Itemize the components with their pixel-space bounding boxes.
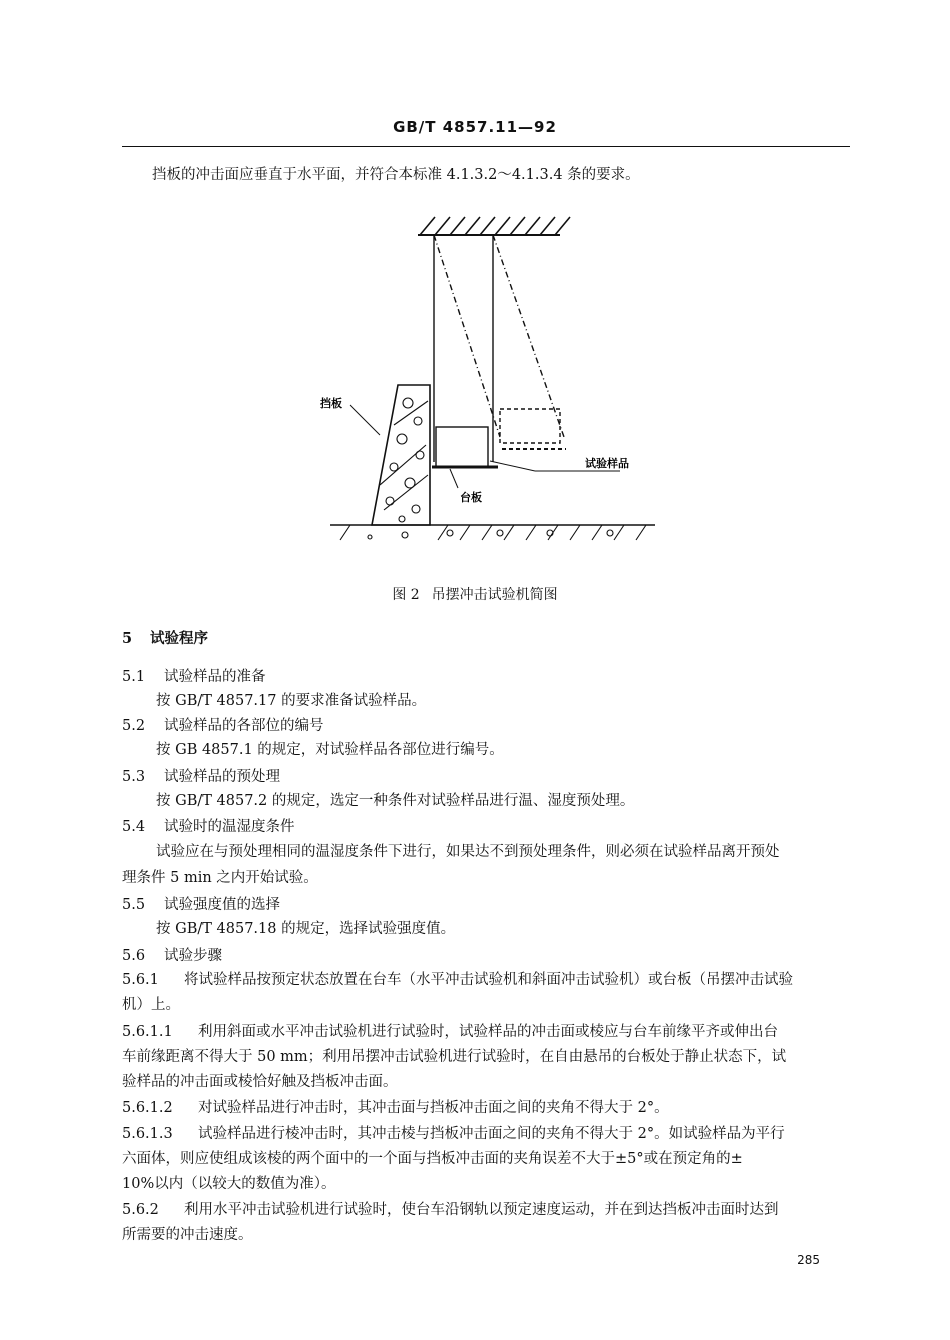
section-5-number: 5 bbox=[122, 630, 133, 647]
s5-6-2-line1 bbox=[122, 1198, 779, 1219]
s5-2-title: 试验样品的各部位的编号 bbox=[164, 718, 324, 734]
s5-5-heading bbox=[122, 893, 280, 914]
ground-hatching bbox=[340, 525, 646, 540]
s5-6-1-2-line1 bbox=[122, 1096, 669, 1117]
s5-6-2-number: 5.6.2 bbox=[122, 1202, 159, 1218]
s5-1-heading bbox=[122, 665, 266, 686]
s5-2-number: 5.2 bbox=[122, 718, 146, 734]
s5-5-title: 试验强度值的选择 bbox=[164, 897, 280, 913]
s5-6-1-number: 5.6.1 bbox=[122, 972, 159, 988]
s5-6-1-1-number: 5.6.1.1 bbox=[122, 1024, 173, 1040]
s5-6-1-3-text-1: 试验样品进行棱冲击时，其冲击棱与挡板冲击面之间的夹角不得大于 2°。如试验样品为平行 bbox=[198, 1126, 785, 1142]
s5-3-title: 试验样品的预处理 bbox=[164, 769, 280, 785]
s5-4-heading bbox=[122, 815, 295, 836]
s5-3-number: 5.3 bbox=[122, 769, 146, 785]
rope-swung-right bbox=[493, 235, 564, 437]
leader-baffle bbox=[350, 405, 380, 435]
label-baffle: 挡板 bbox=[320, 397, 342, 410]
section-5-heading bbox=[122, 627, 208, 648]
s5-6-1-3-line2: 六面体，则应使组成该棱的两个面中的一个面与挡板冲击面的夹角误差不大于±5°或在预定角的± bbox=[122, 1151, 743, 1167]
ceiling-hatching bbox=[420, 217, 570, 235]
s5-6-2-line2: 所需要的冲击速度。 bbox=[122, 1227, 253, 1243]
s5-6-1-1-text-1: 利用斜面或水平冲击试验机进行试验时，试验样品的冲击面或棱应与台车前缘平齐或伸出台 bbox=[198, 1024, 778, 1040]
s5-6-1-line1 bbox=[122, 968, 793, 989]
s5-6-2-text-1: 利用水平冲击试验机进行试验时，使台车沿钢轨以预定速度运动，并在到达挡板冲击面时达到 bbox=[184, 1202, 779, 1218]
rope-swung-left bbox=[434, 235, 500, 437]
s5-3-body: 按 GB/T 4857.2 的规定，选定一种条件对试验样品进行温、湿度预处理。 bbox=[156, 793, 635, 809]
s5-4-body-line1: 试验应在与预处理相同的温湿度条件下进行，如果达不到预处理条件，则必须在试验样品离开预处 bbox=[156, 844, 780, 860]
s5-1-body: 按 GB/T 4857.17 的要求准备试验样品。 bbox=[156, 693, 427, 709]
s5-2-heading bbox=[122, 714, 324, 735]
s5-1-number: 5.1 bbox=[122, 669, 146, 685]
intro-text: 挡板的冲击面应垂直于水平面，并符合本标准 4.1.3.2～4.1.3.4 条的要求。 bbox=[152, 167, 640, 183]
leader-platform bbox=[450, 469, 458, 488]
sample-box-swung bbox=[500, 409, 560, 443]
s5-4-number: 5.4 bbox=[122, 819, 146, 835]
baffle-texture bbox=[380, 398, 428, 522]
figure-caption-text: 吊摆冲击试验机简图 bbox=[431, 587, 558, 603]
figure-caption bbox=[0, 584, 950, 604]
pendulum-impact-diagram bbox=[310, 205, 670, 565]
standard-code-header: GB/T 4857.11—92 bbox=[393, 118, 557, 136]
s5-6-1-3-number: 5.6.1.3 bbox=[122, 1126, 173, 1142]
s5-6-1-1-line2: 车前缘距离不得大于 50 mm；利用吊摆冲击试验机进行试验时，在自由悬吊的台板处于静止状态下，试 bbox=[122, 1049, 787, 1065]
s5-5-number: 5.5 bbox=[122, 897, 146, 913]
s5-2-body: 按 GB 4857.1 的规定，对试验样品各部位进行编号。 bbox=[156, 742, 504, 758]
s5-6-1-text-1: 将试验样品按预定状态放置在台车（水平冲击试验机和斜面冲击试验机）或台板（吊摆冲击试验 bbox=[184, 972, 793, 988]
figure-caption-number: 图 2 bbox=[392, 587, 420, 603]
sample-box bbox=[436, 427, 488, 467]
s5-6-1-1-line1 bbox=[122, 1020, 778, 1041]
header-rule bbox=[122, 146, 850, 147]
page-number: 285 bbox=[797, 1253, 820, 1267]
s5-6-number: 5.6 bbox=[122, 948, 146, 964]
s5-4-title: 试验时的温湿度条件 bbox=[164, 819, 295, 835]
label-platform: 台板 bbox=[460, 491, 482, 504]
label-sample: 试验样品 bbox=[585, 457, 629, 470]
s5-6-1-3-line3: 10%以内（以较大的数值为准）。 bbox=[122, 1176, 336, 1192]
s5-4-body-line2: 理条件 5 min 之内开始试验。 bbox=[122, 870, 318, 886]
s5-6-1-2-number: 5.6.1.2 bbox=[122, 1100, 173, 1116]
s5-6-1-1-line3: 验样品的冲击面或棱恰好触及挡板冲击面。 bbox=[122, 1074, 398, 1090]
s5-5-body: 按 GB/T 4857.18 的规定，选择试验强度值。 bbox=[156, 921, 456, 937]
s5-6-1-line2: 机）上。 bbox=[122, 997, 180, 1013]
s5-6-1-3-line1 bbox=[122, 1122, 785, 1143]
s5-6-heading bbox=[122, 944, 222, 965]
s5-6-1-2-text-1: 对试验样品进行冲击时，其冲击面与挡板冲击面之间的夹角不得大于 2°。 bbox=[198, 1100, 669, 1116]
s5-3-heading bbox=[122, 765, 280, 786]
section-5-title: 试验程序 bbox=[150, 630, 208, 647]
s5-1-title: 试验样品的准备 bbox=[164, 669, 266, 685]
s5-6-title: 试验步骤 bbox=[164, 948, 222, 964]
